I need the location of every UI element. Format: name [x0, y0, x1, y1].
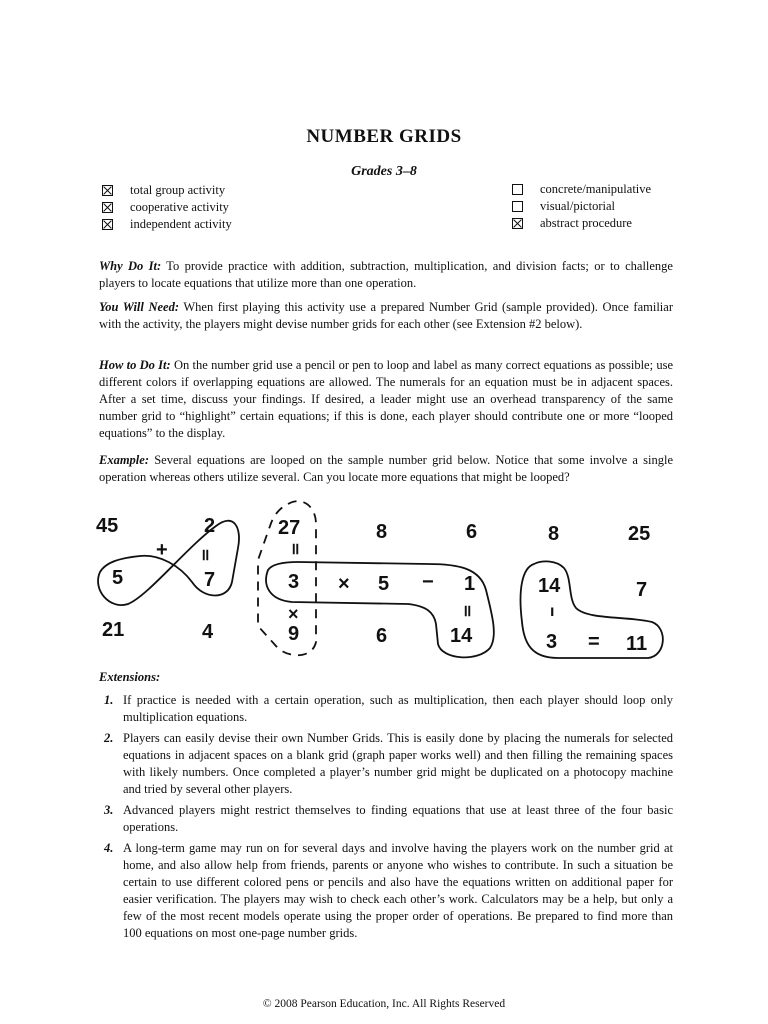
vertical-equals-sign: ॥ [462, 603, 472, 620]
grid-number: 27 [278, 517, 301, 539]
grid-number: 3 [546, 631, 558, 653]
empty-box-icon [512, 184, 523, 195]
sample-number-grid [88, 498, 678, 668]
activity-type-label: cooperative activity [130, 200, 229, 214]
example-paragraph [99, 452, 673, 486]
copyright-footer: © 2008 Pearson Education, Inc. All Rights Reserved [262, 998, 506, 1010]
activity-type-label: abstract procedure [540, 216, 632, 230]
times-sign: × [338, 573, 350, 595]
grid-number: 14 [538, 575, 561, 597]
why-do-it-text: To provide practice with addition, subtraction, multiplication, and division facts; or to challenge players to locate equations that utilize more than one operation. [99, 259, 673, 290]
extension-text: Players can easily devise their own Number Grids. This is easily done by placing the numerals for selected equations in adjacent spaces on a blank grid (graph paper works well) and then filling the remaining spaces with likely numbers. Once completed a player’s number grid might be duplicated on a photocopy machine and tried by several other players. [123, 731, 673, 796]
vertical-equals-sign: ॥ [200, 547, 210, 564]
grid-number: 14 [450, 625, 473, 647]
how-to-do-it-paragraph [99, 357, 673, 442]
activity-type-label: visual/pictorial [540, 199, 615, 213]
extension-text: A long-term game may run on for several days and involve having the players work on the number grid at home, and also allow help from friends, parents or anyone who wishes to contribute. In such a situation be certain to use different colored pens or pencils and also have the equations written on additional paper for easier verification. The players may wish to check each other’s work. Calculators may be a help, but only a few of the most recent models operate using the proper order of operations. Be prepared to find more than 100 equations on most one-page number grids. [123, 841, 673, 940]
example-text: Several equations are looped on the sample number grid below. Notice that some involve a single operation whereas others utilize several. Can you locate more equations that might be looped? [99, 453, 674, 484]
grid-number: 6 [376, 625, 388, 647]
how-to-do-it-text: On the number grid use a pencil or pen to loop and label as many correct equations as possible; use different colors if overlapping equations are allowed. The numerals for an equation must be in adjacent spaces. After a set time, discuss your findings. If desired, a leader might use an overhead transparency of the same number grid to “highlight” certain equations; if this is done, each player should contribute one or more “looped equations” to the display. [99, 358, 674, 440]
checked-box-icon [512, 218, 523, 229]
checked-box-icon [102, 202, 113, 213]
grid-number: 9 [288, 623, 300, 645]
extension-number: 1. [104, 693, 114, 707]
activity-type-item [512, 181, 651, 198]
grid-number: 11 [626, 633, 648, 655]
why-do-it-lead: Why Do It: [99, 259, 162, 273]
extension-text: If practice is needed with a certain operation, such as multiplication, then each player should loop only multiplication equations. [123, 693, 673, 724]
activity-type-item [102, 216, 232, 233]
how-to-do-it-lead: How to Do It: [99, 358, 171, 372]
extensions-list [99, 692, 673, 946]
extension-number: 2. [104, 731, 114, 745]
extensions-heading: Extensions: [99, 670, 161, 684]
grade-range: Grades 3–8 [351, 164, 417, 179]
grid-number: 25 [628, 523, 651, 545]
why-do-it-paragraph [99, 258, 673, 292]
grid-number: 21 [102, 619, 125, 641]
extension-number: 3. [104, 803, 114, 817]
extension-item [99, 802, 673, 836]
grid-number: 6 [466, 521, 478, 543]
grid-number: 2 [204, 515, 216, 537]
grid-number: 8 [376, 521, 388, 543]
grid-number: 3 [288, 571, 300, 593]
plus-sign: + [156, 539, 168, 561]
activity-type-list-left [102, 182, 232, 233]
minus-sign: − [422, 571, 434, 593]
example-lead: Example: [99, 453, 149, 467]
grid-number: 45 [96, 515, 119, 537]
extension-text: Advanced players might restrict themselves to finding equations that use at least three of the four basic operations. [123, 803, 673, 834]
grid-number: 7 [636, 579, 648, 601]
checked-box-icon [102, 219, 113, 230]
extension-number: 4. [104, 841, 114, 855]
grid-number: 5 [112, 567, 124, 589]
grid-number: 7 [204, 569, 216, 591]
activity-type-item [512, 215, 651, 232]
loop-5-plus-2-equals-7 [98, 521, 239, 605]
activity-type-item [512, 198, 651, 215]
extension-item [99, 840, 673, 942]
activity-type-label: total group activity [130, 183, 226, 197]
minus-bar-sign: ı [550, 603, 555, 620]
activity-type-label: independent activity [130, 217, 232, 231]
extension-item [99, 730, 673, 798]
grid-number: 5 [378, 573, 390, 595]
grid-number: 8 [548, 523, 560, 545]
empty-box-icon [512, 201, 523, 212]
activity-type-label: concrete/manipulative [540, 182, 652, 196]
you-will-need-paragraph [99, 299, 673, 333]
activity-type-list-right [512, 181, 651, 232]
grid-number: 1 [464, 573, 476, 595]
vertical-equals-sign: ॥ [290, 541, 300, 558]
times-sign: × [288, 604, 299, 624]
activity-type-item [102, 199, 232, 216]
page-title: NUMBER GRIDS [306, 126, 462, 147]
equals-sign: = [588, 631, 600, 653]
extension-item [99, 692, 673, 726]
activity-type-item [102, 182, 232, 199]
you-will-need-lead: You Will Need: [99, 300, 179, 314]
grid-number: 4 [202, 621, 214, 643]
checked-box-icon [102, 185, 113, 196]
you-will-need-text: When first playing this activity use a prepared Number Grid (sample provided). Once familiar with the activity, the players might devise number grids for each other (see Extension #2 below). [99, 300, 673, 331]
